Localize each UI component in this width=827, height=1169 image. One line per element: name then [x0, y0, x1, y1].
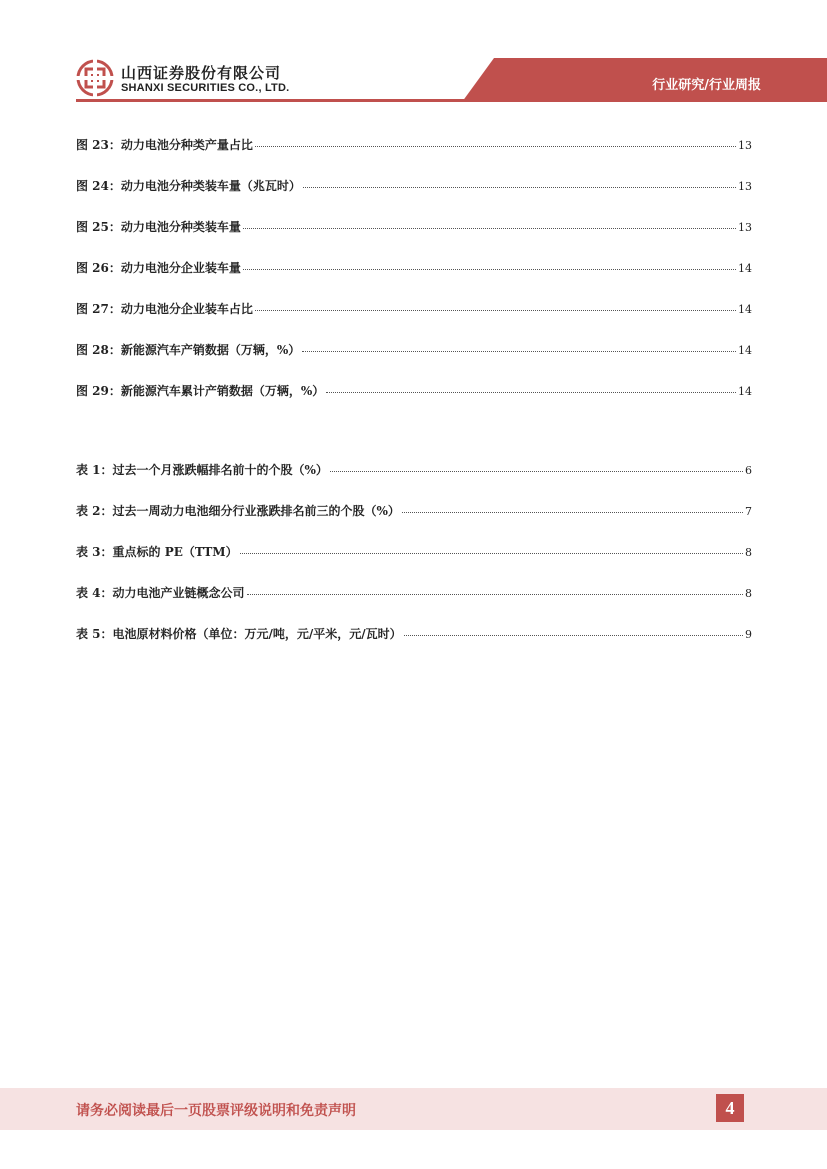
brand-name-en: SHANXI SECURITIES CO., LTD.: [121, 82, 290, 94]
page-header: [0, 0, 827, 104]
toc-entry-page: 7: [745, 505, 752, 518]
toc-entry-page: 8: [745, 546, 752, 559]
toc-entry-label: 表 4：动力电池产业链概念公司: [76, 586, 245, 600]
toc-entry-label: 图 28：新能源汽车产销数据（万辆，%）: [76, 343, 301, 357]
toc-leader-dots: [303, 177, 736, 188]
toc-entry-label: 图 24：动力电池分种类装车量（兆瓦时）: [76, 179, 301, 193]
toc-entry[interactable]: [76, 625, 752, 666]
toc-entry-label: 图 29：新能源汽车累计产销数据（万辆，%）: [76, 384, 325, 398]
report-category: 行业研究/行业周报: [652, 78, 761, 93]
toc-entry[interactable]: [76, 543, 752, 584]
toc-leader-dots: [302, 341, 736, 352]
toc-entry-page: 13: [738, 221, 752, 234]
toc-leader-dots: [255, 300, 736, 311]
disclaimer-notice: 请务必阅读最后一页股票评级说明和免责声明: [76, 1103, 356, 1119]
toc-leader-dots: [326, 382, 736, 393]
toc-leader-dots: [243, 259, 736, 270]
toc-leader-dots: [243, 218, 736, 229]
toc-entry[interactable]: [76, 177, 752, 218]
toc-entry[interactable]: [76, 584, 752, 625]
toc-entry[interactable]: [76, 259, 752, 300]
toc-entry-page: 6: [745, 464, 752, 477]
figure-index: [76, 136, 752, 423]
toc-entry-page: 8: [745, 587, 752, 600]
toc-entry-label: 表 2：过去一周动力电池细分行业涨跌排名前三的个股（%）: [76, 504, 400, 518]
toc-leader-dots: [330, 461, 743, 472]
toc-leader-dots: [402, 502, 743, 513]
toc-entry-page: 14: [738, 303, 752, 316]
table-index: [76, 461, 752, 666]
toc-leader-dots: [404, 625, 743, 636]
toc-entry-page: 9: [745, 628, 752, 641]
toc-entry[interactable]: [76, 218, 752, 259]
page-number: 4: [716, 1094, 744, 1122]
toc-entry[interactable]: [76, 136, 752, 177]
toc-leader-dots: [247, 584, 743, 595]
toc-entry[interactable]: [76, 341, 752, 382]
toc-entry-label: 图 23：动力电池分种类产量占比: [76, 138, 253, 152]
toc-entry-page: 13: [738, 139, 752, 152]
toc-entry-label: 表 1：过去一个月涨跌幅排名前十的个股（%）: [76, 463, 328, 477]
toc-entry[interactable]: [76, 502, 752, 543]
shanxi-securities-logo-icon: [76, 59, 114, 97]
toc-entry-label: 图 26：动力电池分企业装车量: [76, 261, 241, 275]
toc-entry[interactable]: [76, 382, 752, 423]
toc-entry-page: 14: [738, 344, 752, 357]
toc-entry-label: 表 3：重点标的 PE（TTM）: [76, 545, 238, 559]
toc-leader-dots: [240, 543, 743, 554]
toc-entry[interactable]: [76, 461, 752, 502]
brand-name-cn: 山西证券股份有限公司: [121, 64, 282, 82]
toc-entry-label: 图 27：动力电池分企业装车占比: [76, 302, 253, 316]
toc-entry-page: 13: [738, 180, 752, 193]
toc-entry-label: 表 5：电池原材料价格（单位：万元/吨，元/平米，元/瓦时）: [76, 627, 402, 641]
toc-entry-page: 14: [738, 262, 752, 275]
page-footer: [0, 1088, 827, 1130]
toc-entry-label: 图 25：动力电池分种类装车量: [76, 220, 241, 234]
toc-entry[interactable]: [76, 300, 752, 341]
toc-entry-page: 14: [738, 385, 752, 398]
toc-leader-dots: [255, 136, 736, 147]
